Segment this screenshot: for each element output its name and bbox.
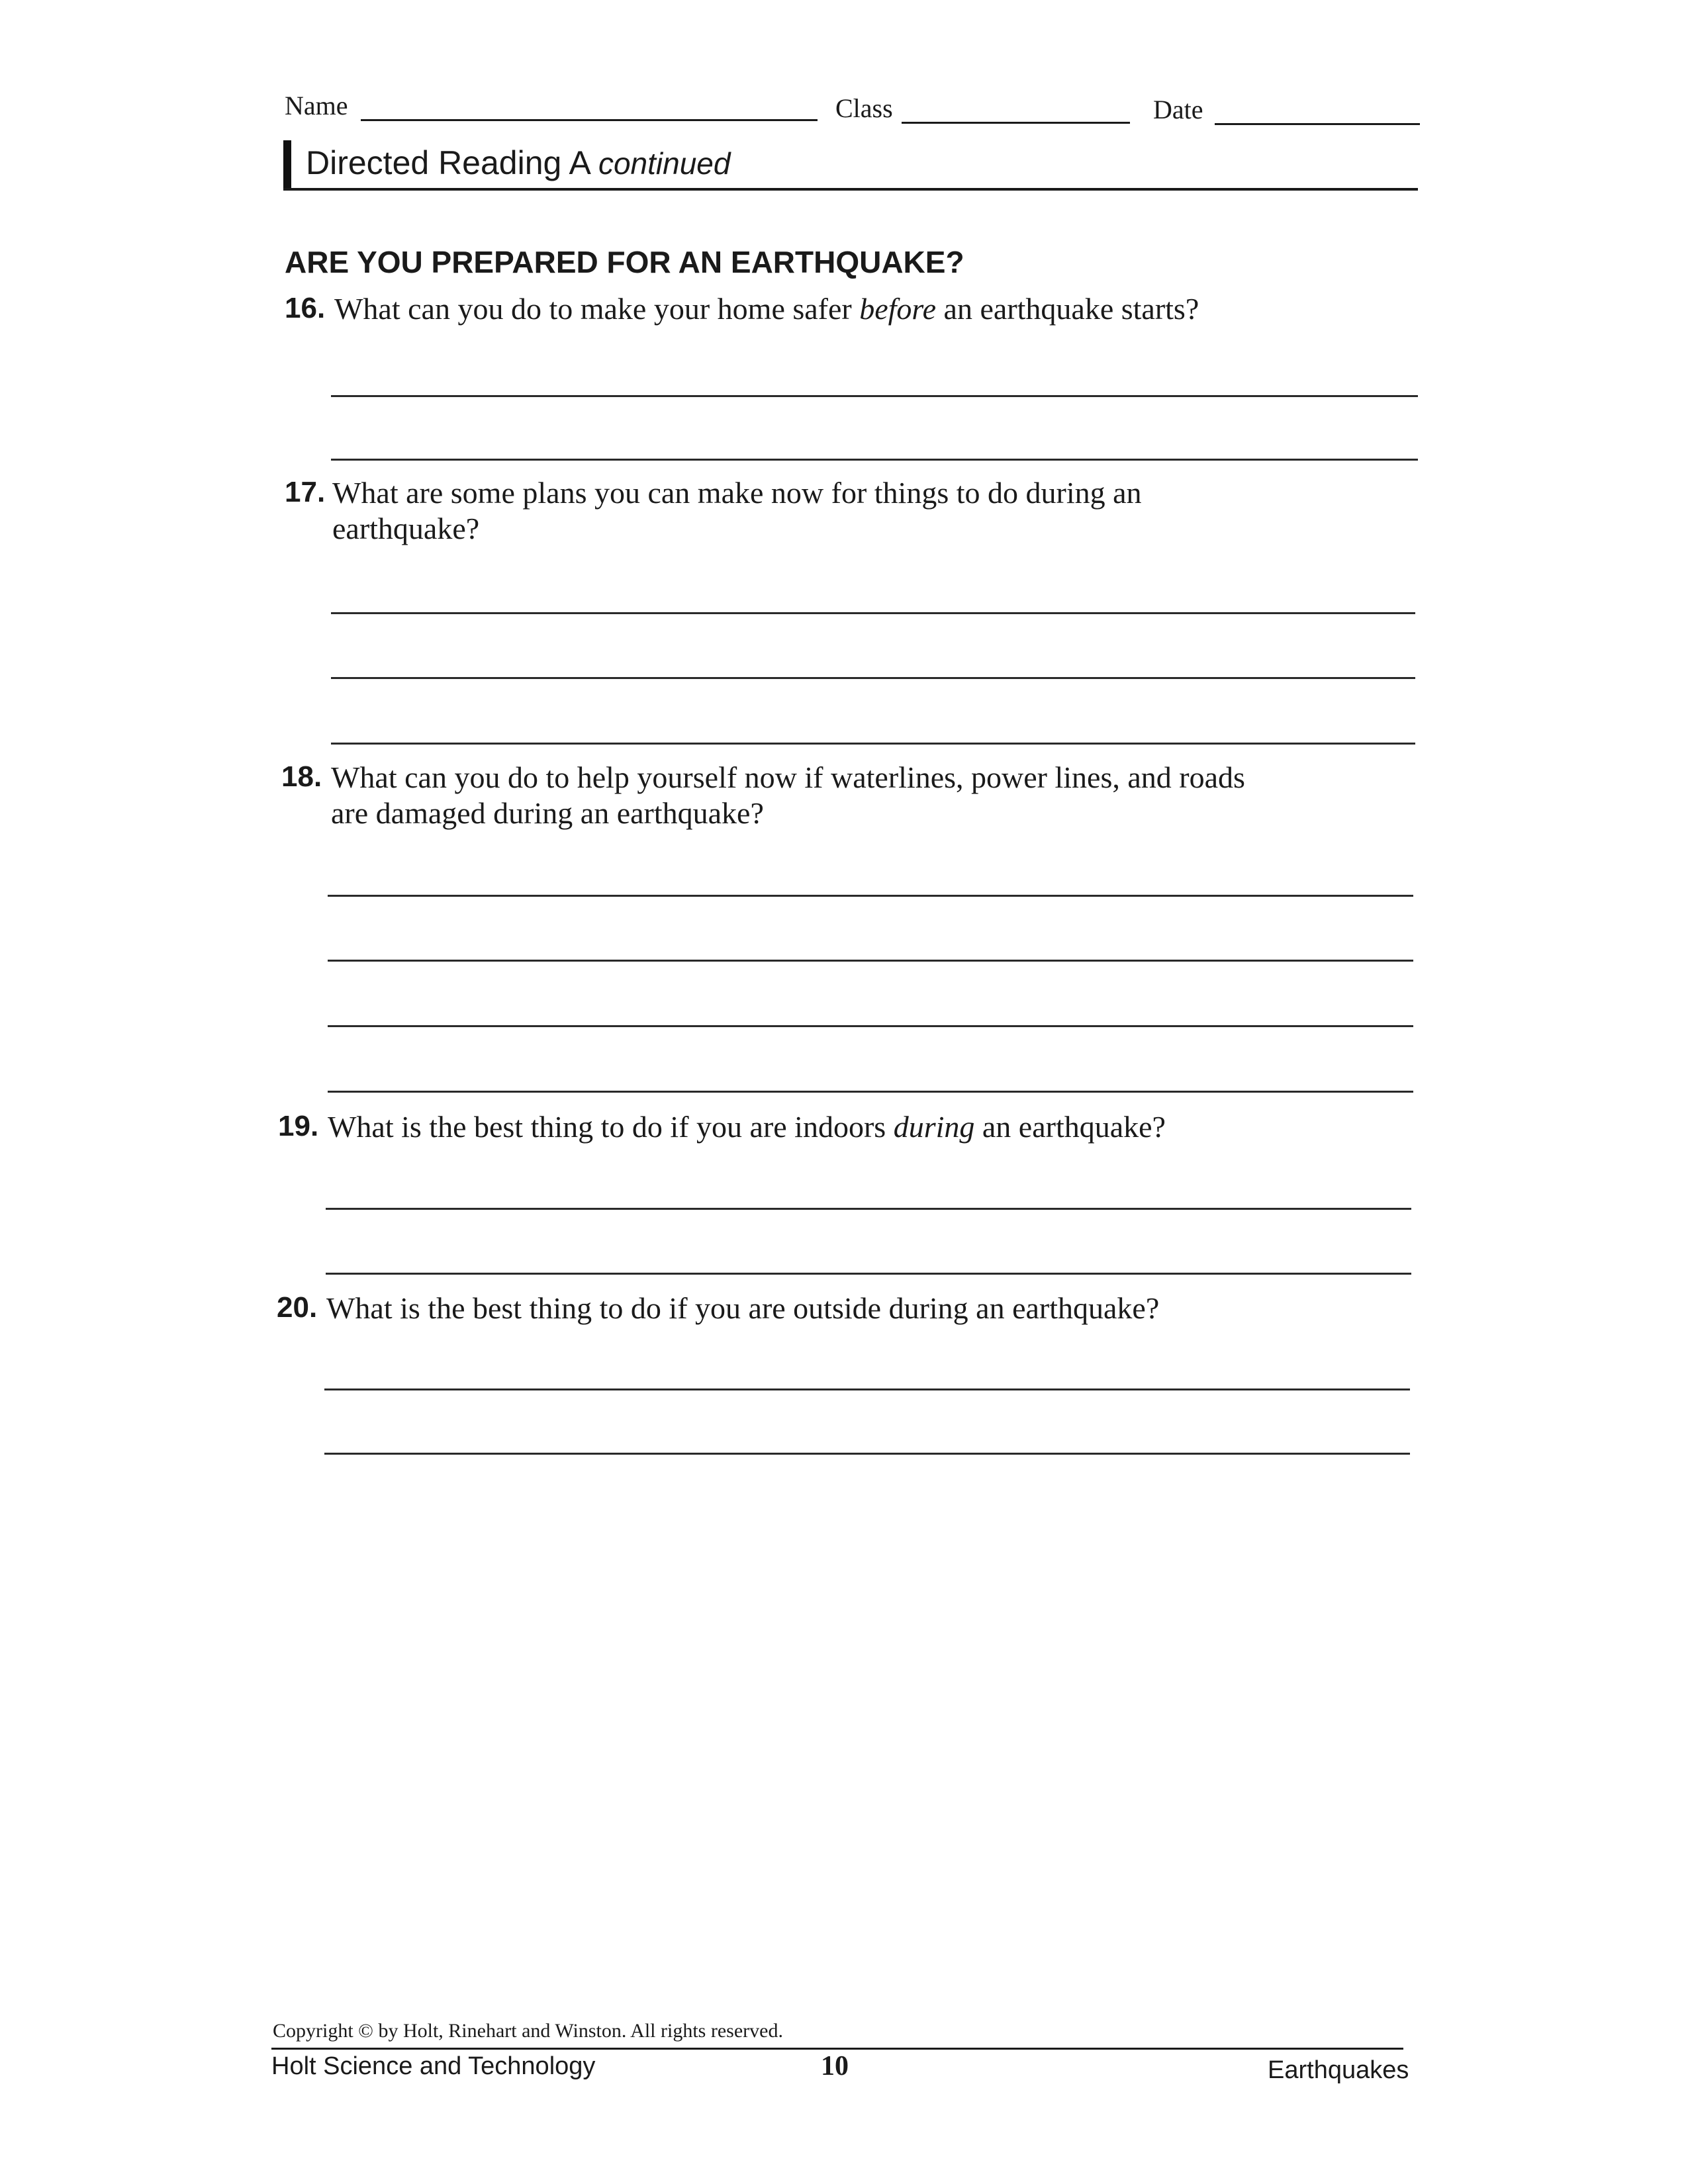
- question-20-answer-line-1[interactable]: [324, 1388, 1410, 1390]
- name-label: Name: [285, 91, 348, 120]
- question-16-answer-line-1[interactable]: [331, 395, 1418, 397]
- question-18-number: 18.: [281, 760, 322, 793]
- footer-copyright: Copyright © by Holt, Rinehart and Winston. All rights reserved.: [273, 2020, 783, 2042]
- question-17-text-line-1: What are some plans you can make now for things to do during an: [332, 476, 1142, 510]
- question-17-number: 17.: [285, 476, 326, 508]
- page-title: [306, 144, 730, 182]
- footer-rule: [271, 2048, 1403, 2050]
- question-17-answer-line-1[interactable]: [331, 612, 1415, 614]
- question-16-answer-line-2[interactable]: [331, 459, 1418, 461]
- footer-page-number: 10: [821, 2051, 849, 2081]
- question-16-number: 16.: [285, 292, 326, 324]
- question-20-answer-line-2[interactable]: [324, 1453, 1410, 1455]
- question-16-emphasis: before: [859, 292, 937, 326]
- class-field[interactable]: [902, 122, 1130, 124]
- question-19-number: 19.: [278, 1110, 319, 1142]
- question-20-number: 20.: [277, 1291, 318, 1324]
- question-19-emphasis: during: [893, 1110, 975, 1144]
- date-field[interactable]: [1215, 123, 1420, 125]
- class-label: Class: [835, 93, 893, 123]
- question-18-text-line-1: What can you do to help yourself now if waterlines, power lines, and roads: [331, 760, 1245, 794]
- page-title-main: Directed Reading A: [306, 144, 590, 181]
- question-18-answer-line-2[interactable]: [328, 960, 1413, 962]
- question-19-answer-line-1[interactable]: [326, 1208, 1411, 1210]
- footer-book-title: Holt Science and Technology: [271, 2052, 596, 2080]
- name-field[interactable]: [361, 119, 818, 121]
- question-18-answer-line-1[interactable]: [328, 895, 1413, 897]
- question-17-answer-line-3[interactable]: [331, 743, 1415, 745]
- footer-chapter: Earthquakes: [1268, 2056, 1409, 2084]
- question-19-answer-line-2[interactable]: [326, 1273, 1411, 1275]
- question-17-answer-line-2[interactable]: [331, 677, 1415, 679]
- question-17-text-line-2: earthquake?: [332, 512, 480, 545]
- date-label: Date: [1153, 95, 1203, 124]
- question-18-text-line-2: are damaged during an earthquake?: [331, 796, 764, 830]
- section-heading: ARE YOU PREPARED FOR AN EARTHQUAKE?: [285, 245, 964, 279]
- question-18-answer-line-4[interactable]: [328, 1091, 1413, 1093]
- title-bar-accent: [283, 140, 291, 188]
- question-16-text: What can you do to make your home safer before an earthquake starts?: [334, 292, 1199, 326]
- question-18-answer-line-3[interactable]: [328, 1025, 1413, 1027]
- question-19-text: What is the best thing to do if you are indoors during an earthquake?: [328, 1110, 1166, 1144]
- page-title-suffix: continued: [598, 146, 731, 181]
- title-rule: [283, 188, 1418, 191]
- question-20-text: What is the best thing to do if you are outside during an earthquake?: [326, 1291, 1160, 1325]
